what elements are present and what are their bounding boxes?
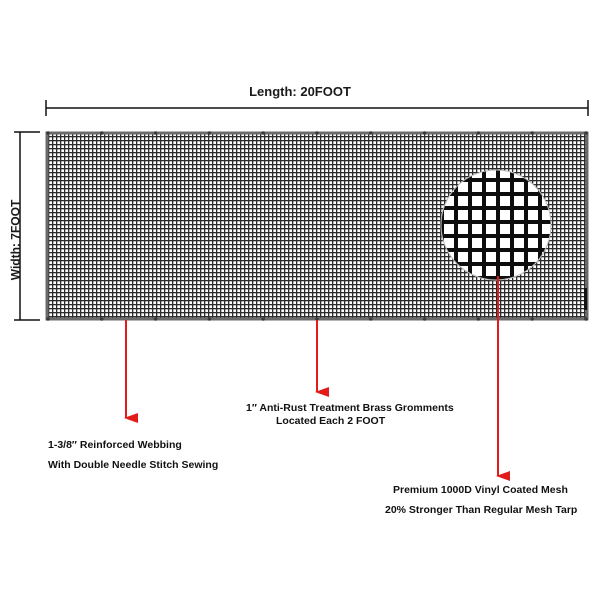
grommet-icon (46, 317, 50, 321)
grommet-icon (46, 131, 50, 135)
mesh-callout (385, 480, 577, 520)
grommet-icon (477, 131, 481, 135)
grommet-icon (530, 317, 534, 321)
grommet-icon (154, 131, 158, 135)
length-dimension-line (46, 100, 588, 116)
length-label: Length: 20FOOT (249, 84, 351, 99)
grommet-icon (423, 131, 427, 135)
webbing-callout-line1: 1-3/8″ Reinforced Webbing (48, 439, 182, 451)
grommet-icon (369, 317, 373, 321)
grommet-icon (315, 131, 319, 135)
tarp-edge-mark (584, 288, 587, 310)
width-label-wrapper (0, 199, 30, 281)
grommet-icon (530, 131, 534, 135)
grommet-icon (477, 317, 481, 321)
webbing-callout (48, 435, 218, 475)
mesh-callout-line2: 20% Stronger Than Regular Mesh Tarp (385, 504, 578, 516)
grommet-callout-line2: Located Each 2 FOOT (276, 415, 386, 427)
grommet-icon (208, 131, 212, 135)
grommet-icon (584, 317, 588, 321)
grommet-icon (100, 317, 104, 321)
webbing-callout-line2: With Double Needle Stitch Sewing (48, 459, 219, 471)
grommet-callout (246, 402, 454, 428)
grommet-icon (208, 317, 212, 321)
width-label: Width: 7FOOT (8, 199, 23, 281)
grommet-icon (100, 131, 104, 135)
grommet-icon (261, 131, 265, 135)
grommet-icon (261, 317, 265, 321)
mesh-callout-line1: Premium 1000D Vinyl Coated Mesh (393, 484, 568, 496)
grommet-icon (369, 131, 373, 135)
grommet-icon (423, 317, 427, 321)
grommet-icon (584, 131, 588, 135)
grommet-icon (154, 317, 158, 321)
grommet-callout-line1: 1″ Anti-Rust Treatment Brass Gromments (246, 402, 454, 414)
